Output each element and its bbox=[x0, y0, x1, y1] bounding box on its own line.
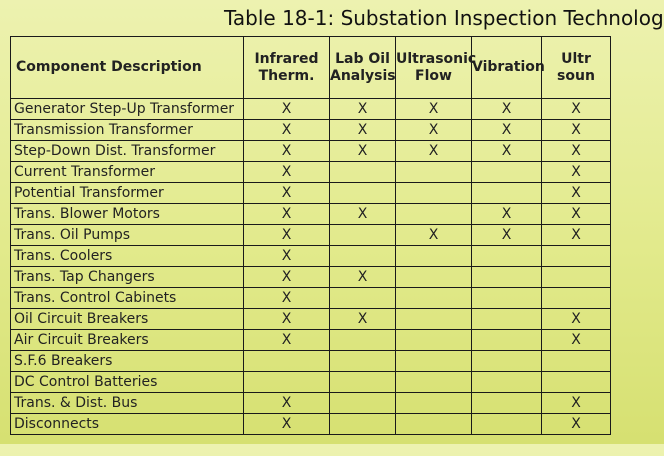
technology-mark-cell: X bbox=[330, 141, 396, 162]
technology-mark-cell bbox=[542, 267, 611, 288]
component-description-cell: Trans. Oil Pumps bbox=[11, 225, 244, 246]
technology-mark-cell: X bbox=[244, 309, 330, 330]
header-infrared-therm: Infrared Therm. bbox=[244, 37, 330, 99]
component-description-cell: Air Circuit Breakers bbox=[11, 330, 244, 351]
table-header-row bbox=[11, 37, 611, 99]
technology-mark-cell bbox=[472, 414, 542, 435]
technology-mark-cell: X bbox=[330, 120, 396, 141]
technology-mark-cell bbox=[330, 414, 396, 435]
table-row bbox=[11, 246, 611, 267]
technology-mark-cell bbox=[542, 372, 611, 393]
technology-mark-cell: X bbox=[244, 162, 330, 183]
technology-mark-cell bbox=[396, 330, 472, 351]
technology-mark-cell bbox=[472, 372, 542, 393]
component-description-cell: Disconnects bbox=[11, 414, 244, 435]
technology-mark-cell: X bbox=[396, 120, 472, 141]
technology-mark-cell: X bbox=[244, 267, 330, 288]
technology-mark-cell: X bbox=[330, 204, 396, 225]
component-description-cell: DC Control Batteries bbox=[11, 372, 244, 393]
technology-mark-cell bbox=[330, 246, 396, 267]
technology-mark-cell: X bbox=[542, 414, 611, 435]
technology-mark-cell: X bbox=[244, 393, 330, 414]
header-vibration: Vibration bbox=[472, 37, 542, 99]
table-row bbox=[11, 183, 611, 204]
technology-mark-cell: X bbox=[330, 309, 396, 330]
table-row bbox=[11, 414, 611, 435]
technology-mark-cell bbox=[396, 414, 472, 435]
technology-mark-cell: X bbox=[542, 309, 611, 330]
component-description-cell: S.F.6 Breakers bbox=[11, 351, 244, 372]
technology-mark-cell: X bbox=[472, 204, 542, 225]
technology-mark-cell bbox=[472, 309, 542, 330]
technology-mark-cell: X bbox=[542, 120, 611, 141]
technology-mark-cell bbox=[330, 372, 396, 393]
table-row bbox=[11, 309, 611, 330]
technology-mark-cell bbox=[542, 351, 611, 372]
table-row bbox=[11, 372, 611, 393]
technology-mark-cell: X bbox=[330, 267, 396, 288]
technology-mark-cell bbox=[396, 204, 472, 225]
technology-mark-cell bbox=[396, 246, 472, 267]
technology-mark-cell bbox=[396, 288, 472, 309]
header-component-description: Component Description bbox=[11, 37, 244, 99]
header-ultrasound: Ultr soun bbox=[542, 37, 611, 99]
technology-mark-cell: X bbox=[244, 246, 330, 267]
technology-mark-cell bbox=[330, 288, 396, 309]
technology-mark-cell: X bbox=[542, 330, 611, 351]
technology-mark-cell bbox=[330, 330, 396, 351]
technology-mark-cell bbox=[472, 351, 542, 372]
table-body bbox=[11, 99, 611, 435]
table-row bbox=[11, 351, 611, 372]
table-row bbox=[11, 393, 611, 414]
technology-mark-cell: X bbox=[244, 288, 330, 309]
technology-mark-cell bbox=[472, 246, 542, 267]
technology-mark-cell bbox=[244, 372, 330, 393]
component-description-cell: Trans. & Dist. Bus bbox=[11, 393, 244, 414]
technology-mark-cell: X bbox=[396, 141, 472, 162]
technology-mark-cell bbox=[542, 246, 611, 267]
table-row bbox=[11, 120, 611, 141]
technology-mark-cell: X bbox=[542, 393, 611, 414]
technology-mark-cell bbox=[396, 372, 472, 393]
inspection-table-container bbox=[10, 36, 610, 456]
technology-mark-cell bbox=[472, 330, 542, 351]
component-description-cell: Potential Transformer bbox=[11, 183, 244, 204]
technology-mark-cell bbox=[396, 393, 472, 414]
component-description-cell: Current Transformer bbox=[11, 162, 244, 183]
component-description-cell: Trans. Tap Changers bbox=[11, 267, 244, 288]
component-description-cell: Transmission Transformer bbox=[11, 120, 244, 141]
technology-mark-cell bbox=[542, 288, 611, 309]
header-lab-oil-analysis: Lab Oil Analysis bbox=[330, 37, 396, 99]
table-row bbox=[11, 288, 611, 309]
technology-mark-cell bbox=[330, 351, 396, 372]
technology-mark-cell: X bbox=[244, 204, 330, 225]
table-row bbox=[11, 267, 611, 288]
component-description-cell: Oil Circuit Breakers bbox=[11, 309, 244, 330]
technology-mark-cell: X bbox=[244, 414, 330, 435]
technology-mark-cell bbox=[396, 309, 472, 330]
technology-mark-cell: X bbox=[542, 225, 611, 246]
technology-mark-cell bbox=[472, 393, 542, 414]
component-description-cell: Trans. Coolers bbox=[11, 246, 244, 267]
technology-mark-cell: X bbox=[396, 225, 472, 246]
technology-mark-cell: X bbox=[244, 99, 330, 120]
technology-mark-cell: X bbox=[472, 141, 542, 162]
technology-mark-cell: X bbox=[244, 330, 330, 351]
technology-mark-cell bbox=[396, 351, 472, 372]
technology-mark-cell: X bbox=[244, 225, 330, 246]
technology-mark-cell: X bbox=[542, 204, 611, 225]
header-ultrasonic-flow: Ultrasonic Flow bbox=[396, 37, 472, 99]
technology-mark-cell: X bbox=[542, 99, 611, 120]
technology-mark-cell bbox=[330, 225, 396, 246]
technology-mark-cell: X bbox=[396, 99, 472, 120]
technology-mark-cell: X bbox=[472, 225, 542, 246]
technology-mark-cell bbox=[472, 288, 542, 309]
technology-mark-cell: X bbox=[472, 120, 542, 141]
technology-mark-cell: X bbox=[244, 120, 330, 141]
technology-mark-cell bbox=[330, 393, 396, 414]
technology-mark-cell: X bbox=[244, 183, 330, 204]
component-description-cell: Trans. Control Cabinets bbox=[11, 288, 244, 309]
technology-mark-cell: X bbox=[542, 183, 611, 204]
technology-mark-cell: X bbox=[244, 141, 330, 162]
technology-mark-cell bbox=[396, 183, 472, 204]
table-row bbox=[11, 162, 611, 183]
component-description-cell: Step-Down Dist. Transformer bbox=[11, 141, 244, 162]
table-row bbox=[11, 225, 611, 246]
technology-mark-cell bbox=[330, 183, 396, 204]
technology-mark-cell: X bbox=[542, 141, 611, 162]
technology-mark-cell: X bbox=[542, 162, 611, 183]
technology-mark-cell bbox=[396, 267, 472, 288]
table-title: Table 18-1: Substation Inspection Technolog bbox=[224, 6, 664, 30]
technology-mark-cell bbox=[330, 162, 396, 183]
component-description-cell: Generator Step-Up Transformer bbox=[11, 99, 244, 120]
technology-mark-cell bbox=[244, 351, 330, 372]
table-row bbox=[11, 204, 611, 225]
table-row bbox=[11, 330, 611, 351]
technology-mark-cell bbox=[472, 162, 542, 183]
table-row bbox=[11, 141, 611, 162]
component-description-cell: Trans. Blower Motors bbox=[11, 204, 244, 225]
technology-mark-cell: X bbox=[472, 99, 542, 120]
technology-mark-cell: X bbox=[330, 99, 396, 120]
technology-mark-cell bbox=[472, 183, 542, 204]
inspection-table bbox=[10, 36, 611, 435]
table-row bbox=[11, 99, 611, 120]
technology-mark-cell bbox=[396, 162, 472, 183]
technology-mark-cell bbox=[472, 267, 542, 288]
